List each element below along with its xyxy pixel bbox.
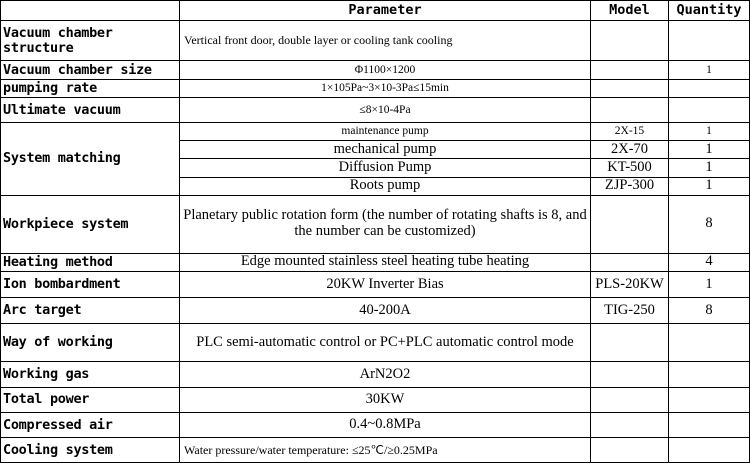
table-row (1, 438, 750, 463)
row-quantity: 8 (669, 298, 750, 323)
row-model (591, 323, 669, 362)
row-label: Heating method (1, 253, 180, 271)
table-row (1, 60, 750, 79)
row-parameter: mechanical pump (180, 141, 591, 159)
row-quantity (669, 80, 750, 98)
row-quantity (669, 323, 750, 362)
table-row (1, 195, 750, 253)
row-parameter: Roots pump (180, 177, 591, 195)
row-label: pumping rate (1, 80, 180, 98)
header-quantity: Quantity (669, 1, 750, 21)
row-quantity (669, 21, 750, 61)
row-parameter: 20KW Inverter Bias (180, 272, 591, 298)
row-model (591, 98, 669, 122)
table-row (1, 413, 750, 438)
row-quantity: 1 (669, 177, 750, 195)
row-model (591, 253, 669, 271)
row-quantity (669, 438, 750, 463)
row-parameter: maintenance pump (180, 122, 591, 140)
table-row (1, 98, 750, 122)
row-parameter: Diffusion Pump (180, 159, 591, 177)
row-label: Way of working (1, 323, 180, 362)
row-model: 2X-15 (591, 122, 669, 140)
row-label: Ion bombardment (1, 272, 180, 298)
table-row (1, 21, 750, 61)
row-label: Total power (1, 387, 180, 412)
row-parameter: 30KW (180, 387, 591, 412)
row-parameter: Planetary public rotation form (the number of rotating shafts is 8, and the number can be customized) (180, 195, 591, 253)
row-model (591, 60, 669, 79)
row-label: Working gas (1, 362, 180, 387)
row-label: Ultimate vacuum (1, 98, 180, 122)
row-quantity: 4 (669, 253, 750, 271)
row-quantity: 1 (669, 159, 750, 177)
row-quantity: 1 (669, 122, 750, 140)
table-row (1, 387, 750, 412)
row-parameter: 0.4~0.8MPa (180, 413, 591, 438)
row-model (591, 195, 669, 253)
row-quantity (669, 362, 750, 387)
row-model: 2X-70 (591, 141, 669, 159)
row-quantity: 1 (669, 141, 750, 159)
row-label: Compressed air (1, 413, 180, 438)
row-model (591, 387, 669, 412)
row-label: Vacuum chamber size (1, 60, 180, 79)
row-parameter: 1×105Pa~3×10-3Pa≤15min (180, 80, 591, 98)
row-parameter: Φ1100×1200 (180, 60, 591, 79)
table-row (1, 122, 750, 140)
header-parameter: Parameter (180, 1, 591, 21)
row-quantity (669, 387, 750, 412)
table-row (1, 80, 750, 98)
row-label: Cooling system (1, 438, 180, 463)
table-row (1, 298, 750, 323)
row-model (591, 362, 669, 387)
row-parameter: 40-200A (180, 298, 591, 323)
header-item (1, 1, 180, 21)
table-row (1, 362, 750, 387)
row-label: System matching (1, 122, 180, 195)
row-quantity: 1 (669, 272, 750, 298)
row-model: PLS-20KW (591, 272, 669, 298)
row-model: ZJP-300 (591, 177, 669, 195)
row-quantity (669, 98, 750, 122)
header-model: Model (591, 1, 669, 21)
row-model (591, 21, 669, 61)
row-model (591, 413, 669, 438)
row-model (591, 80, 669, 98)
row-quantity (669, 413, 750, 438)
row-quantity: 8 (669, 195, 750, 253)
row-label: Arc target (1, 298, 180, 323)
header-row (1, 1, 750, 21)
table-row (1, 253, 750, 271)
row-parameter: ArN2O2 (180, 362, 591, 387)
table-row (1, 323, 750, 362)
row-parameter: ≤8×10-4Pa (180, 98, 591, 122)
row-parameter: Edge mounted stainless steel heating tube heating (180, 253, 591, 271)
table-row (1, 272, 750, 298)
row-parameter: Water pressure/water temperature: ≤25℃/≥0.25MPa (180, 438, 591, 463)
row-label: Workpiece system (1, 195, 180, 253)
row-model: TIG-250 (591, 298, 669, 323)
row-label: Vacuum chamber structure (1, 21, 180, 61)
row-model (591, 438, 669, 463)
row-quantity: 1 (669, 60, 750, 79)
row-parameter: Vertical front door, double layer or cooling tank cooling (180, 21, 591, 61)
row-model: KT-500 (591, 159, 669, 177)
row-parameter: PLC semi-automatic control or PC+PLC automatic control mode (180, 323, 591, 362)
